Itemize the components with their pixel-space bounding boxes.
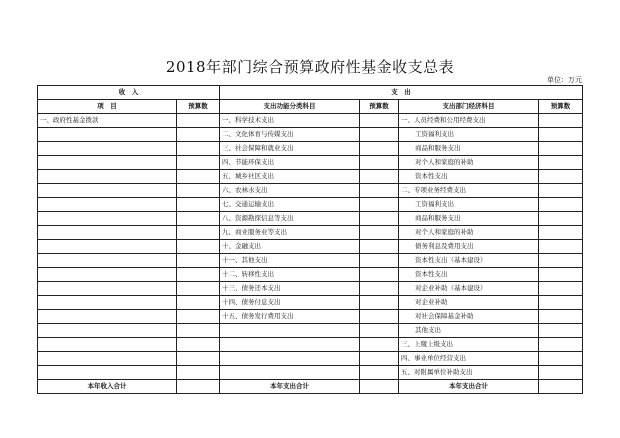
econ-budget-cell xyxy=(539,310,583,324)
table-row xyxy=(38,310,583,324)
econ-budget-cell xyxy=(539,268,583,282)
func-item-cell xyxy=(220,324,360,338)
income-item-cell xyxy=(38,170,177,184)
table-row xyxy=(38,128,583,142)
econ-item-cell: 其他支出 xyxy=(399,324,539,338)
func-item-cell: 一、科学技术支出 xyxy=(220,114,360,128)
func-item-cell: 九、商业服务业等支出 xyxy=(220,226,360,240)
econ-item-cell: 对社会保障基金补助 xyxy=(399,310,539,324)
income-item-cell xyxy=(38,254,177,268)
func-item-cell: 十、金融支出 xyxy=(220,240,360,254)
func-item-cell: 八、资源勘探信息等支出 xyxy=(220,212,360,226)
income-budget-cell xyxy=(177,282,220,296)
income-budget-cell xyxy=(177,324,220,338)
income-item-cell xyxy=(38,324,177,338)
econ-item-cell: 资本性支出（基本建设） xyxy=(399,254,539,268)
income-budget-cell xyxy=(177,296,220,310)
income-budget-cell xyxy=(177,310,220,324)
income-budget-cell xyxy=(177,212,220,226)
func-total-label: 本年支出合计 xyxy=(220,380,360,394)
func-budget-cell xyxy=(360,114,399,128)
econ-budget-cell xyxy=(539,338,583,352)
income-item-cell xyxy=(38,352,177,366)
income-item-cell xyxy=(38,366,177,380)
table-row xyxy=(38,338,583,352)
econ-item-cell: 工资福利支出 xyxy=(399,198,539,212)
income-budget-cell xyxy=(177,128,220,142)
func-item-cell xyxy=(220,352,360,366)
econ-budget-cell xyxy=(539,114,583,128)
econ-item-cell: 一、人员经费和公用经费支出 xyxy=(399,114,539,128)
table-row xyxy=(38,352,583,366)
econ-item-cell: 资本性支出 xyxy=(399,170,539,184)
func-item-cell: 四、节能环保支出 xyxy=(220,156,360,170)
func-budget-cell xyxy=(360,366,399,380)
col-budget-header: 预算数 xyxy=(360,100,399,114)
income-budget-cell xyxy=(177,268,220,282)
func-budget-cell xyxy=(360,184,399,198)
income-item-cell xyxy=(38,296,177,310)
econ-total-label: 本年支出合计 xyxy=(399,380,539,394)
table-row xyxy=(38,282,583,296)
income-budget-cell xyxy=(177,114,220,128)
income-budget-cell xyxy=(177,352,220,366)
table-row xyxy=(38,366,583,380)
econ-item-cell: 资本性支出 xyxy=(399,268,539,282)
income-item-cell xyxy=(38,338,177,352)
column-header-row xyxy=(38,100,583,114)
table-row xyxy=(38,324,583,338)
income-budget-cell xyxy=(177,254,220,268)
col-func-header: 支出功能分类科目 xyxy=(220,100,360,114)
func-item-cell: 七、交通运输支出 xyxy=(220,198,360,212)
func-item-cell: 十二、转移性支出 xyxy=(220,268,360,282)
table-row xyxy=(38,184,583,198)
total-row xyxy=(38,380,583,394)
econ-budget-cell xyxy=(539,240,583,254)
col-budget-header: 预算数 xyxy=(177,100,220,114)
func-budget-cell xyxy=(360,170,399,184)
econ-budget-cell xyxy=(539,282,583,296)
func-budget-cell xyxy=(360,324,399,338)
income-item-cell xyxy=(38,128,177,142)
econ-item-cell: 三、上缴上级支出 xyxy=(399,338,539,352)
econ-item-cell: 商品和服务支出 xyxy=(399,212,539,226)
econ-item-cell: 对企业补助（基本建设） xyxy=(399,282,539,296)
func-budget-cell xyxy=(360,142,399,156)
econ-item-cell: 五、对附属单位补助支出 xyxy=(399,366,539,380)
func-budget-cell xyxy=(360,338,399,352)
income-item-cell xyxy=(38,240,177,254)
table-row xyxy=(38,212,583,226)
econ-budget-cell xyxy=(539,226,583,240)
income-budget-cell xyxy=(177,142,220,156)
col-item-header: 项 目 xyxy=(38,100,177,114)
func-budget-cell xyxy=(360,282,399,296)
econ-budget-cell xyxy=(539,198,583,212)
func-item-cell: 十三、债务还本支出 xyxy=(220,282,360,296)
income-item-cell: 一、政府性基金拨款 xyxy=(38,114,177,128)
income-section-header: 收 入 xyxy=(38,86,220,100)
func-budget-cell xyxy=(360,212,399,226)
econ-budget-cell xyxy=(539,352,583,366)
func-item-cell: 六、农林水支出 xyxy=(220,184,360,198)
func-item-cell: 十四、债务付息支出 xyxy=(220,296,360,310)
func-budget-cell xyxy=(360,226,399,240)
income-item-cell xyxy=(38,212,177,226)
econ-budget-cell xyxy=(539,254,583,268)
econ-item-cell: 对企业补助 xyxy=(399,296,539,310)
table-row xyxy=(38,156,583,170)
table-row xyxy=(38,296,583,310)
econ-budget-cell xyxy=(539,156,583,170)
income-budget-cell xyxy=(177,170,220,184)
econ-item-cell: 对个人和家庭的补助 xyxy=(399,156,539,170)
page-title: 2018年部门综合预算政府性基金收支总表 xyxy=(165,58,455,76)
econ-budget-cell xyxy=(539,296,583,310)
econ-budget-cell xyxy=(539,170,583,184)
income-total-label: 本年收入合计 xyxy=(38,380,177,394)
table-row xyxy=(38,198,583,212)
func-item-cell: 三、社会保障和就业支出 xyxy=(220,142,360,156)
econ-item-cell: 债务利息及费用支出 xyxy=(399,240,539,254)
econ-budget-cell xyxy=(539,366,583,380)
table-row xyxy=(38,170,583,184)
econ-budget-cell xyxy=(539,128,583,142)
income-item-cell xyxy=(38,156,177,170)
func-budget-cell xyxy=(360,156,399,170)
func-item-cell: 五、城乡社区支出 xyxy=(220,170,360,184)
func-budget-cell xyxy=(360,352,399,366)
income-budget-cell xyxy=(177,366,220,380)
income-item-cell xyxy=(38,310,177,324)
income-item-cell xyxy=(38,268,177,282)
func-item-cell xyxy=(220,338,360,352)
unit-label: 单位：万元 xyxy=(547,76,582,84)
table-row xyxy=(38,240,583,254)
func-item-cell: 二、文化体育与传媒支出 xyxy=(220,128,360,142)
func-item-cell xyxy=(220,366,360,380)
func-budget-cell xyxy=(360,128,399,142)
econ-budget-cell xyxy=(539,184,583,198)
table-row xyxy=(38,226,583,240)
table-row xyxy=(38,268,583,282)
col-econ-header: 支出部门经济科目 xyxy=(399,100,539,114)
income-budget-cell xyxy=(177,226,220,240)
econ-item-cell: 四、事业单位经营支出 xyxy=(399,352,539,366)
econ-total-value xyxy=(539,380,583,394)
income-item-cell xyxy=(38,198,177,212)
econ-budget-cell xyxy=(539,142,583,156)
income-budget-cell xyxy=(177,198,220,212)
income-item-cell xyxy=(38,226,177,240)
func-budget-cell xyxy=(360,254,399,268)
func-item-cell: 十五、债务发行费用支出 xyxy=(220,310,360,324)
income-budget-cell xyxy=(177,184,220,198)
func-budget-cell xyxy=(360,268,399,282)
budget-table xyxy=(37,85,583,394)
econ-item-cell: 商品和服务支出 xyxy=(399,142,539,156)
income-item-cell xyxy=(38,142,177,156)
func-budget-cell xyxy=(360,310,399,324)
income-total-value xyxy=(177,380,220,394)
func-total-value xyxy=(360,380,399,394)
section-header-row xyxy=(38,86,583,100)
econ-item-cell: 二、专项业务经费支出 xyxy=(399,184,539,198)
func-budget-cell xyxy=(360,240,399,254)
econ-item-cell: 对个人和家庭的补助 xyxy=(399,226,539,240)
econ-item-cell: 工资福利支出 xyxy=(399,128,539,142)
income-budget-cell xyxy=(177,338,220,352)
func-item-cell: 十一、其他支出 xyxy=(220,254,360,268)
income-budget-cell xyxy=(177,240,220,254)
table-row xyxy=(38,254,583,268)
table-row xyxy=(38,114,583,128)
econ-budget-cell xyxy=(539,212,583,226)
income-item-cell xyxy=(38,282,177,296)
table-row xyxy=(38,142,583,156)
income-item-cell xyxy=(38,184,177,198)
func-budget-cell xyxy=(360,296,399,310)
income-budget-cell xyxy=(177,156,220,170)
expense-section-header: 支 出 xyxy=(220,86,583,100)
econ-budget-cell xyxy=(539,324,583,338)
col-budget-header: 预算数 xyxy=(539,100,583,114)
func-budget-cell xyxy=(360,198,399,212)
